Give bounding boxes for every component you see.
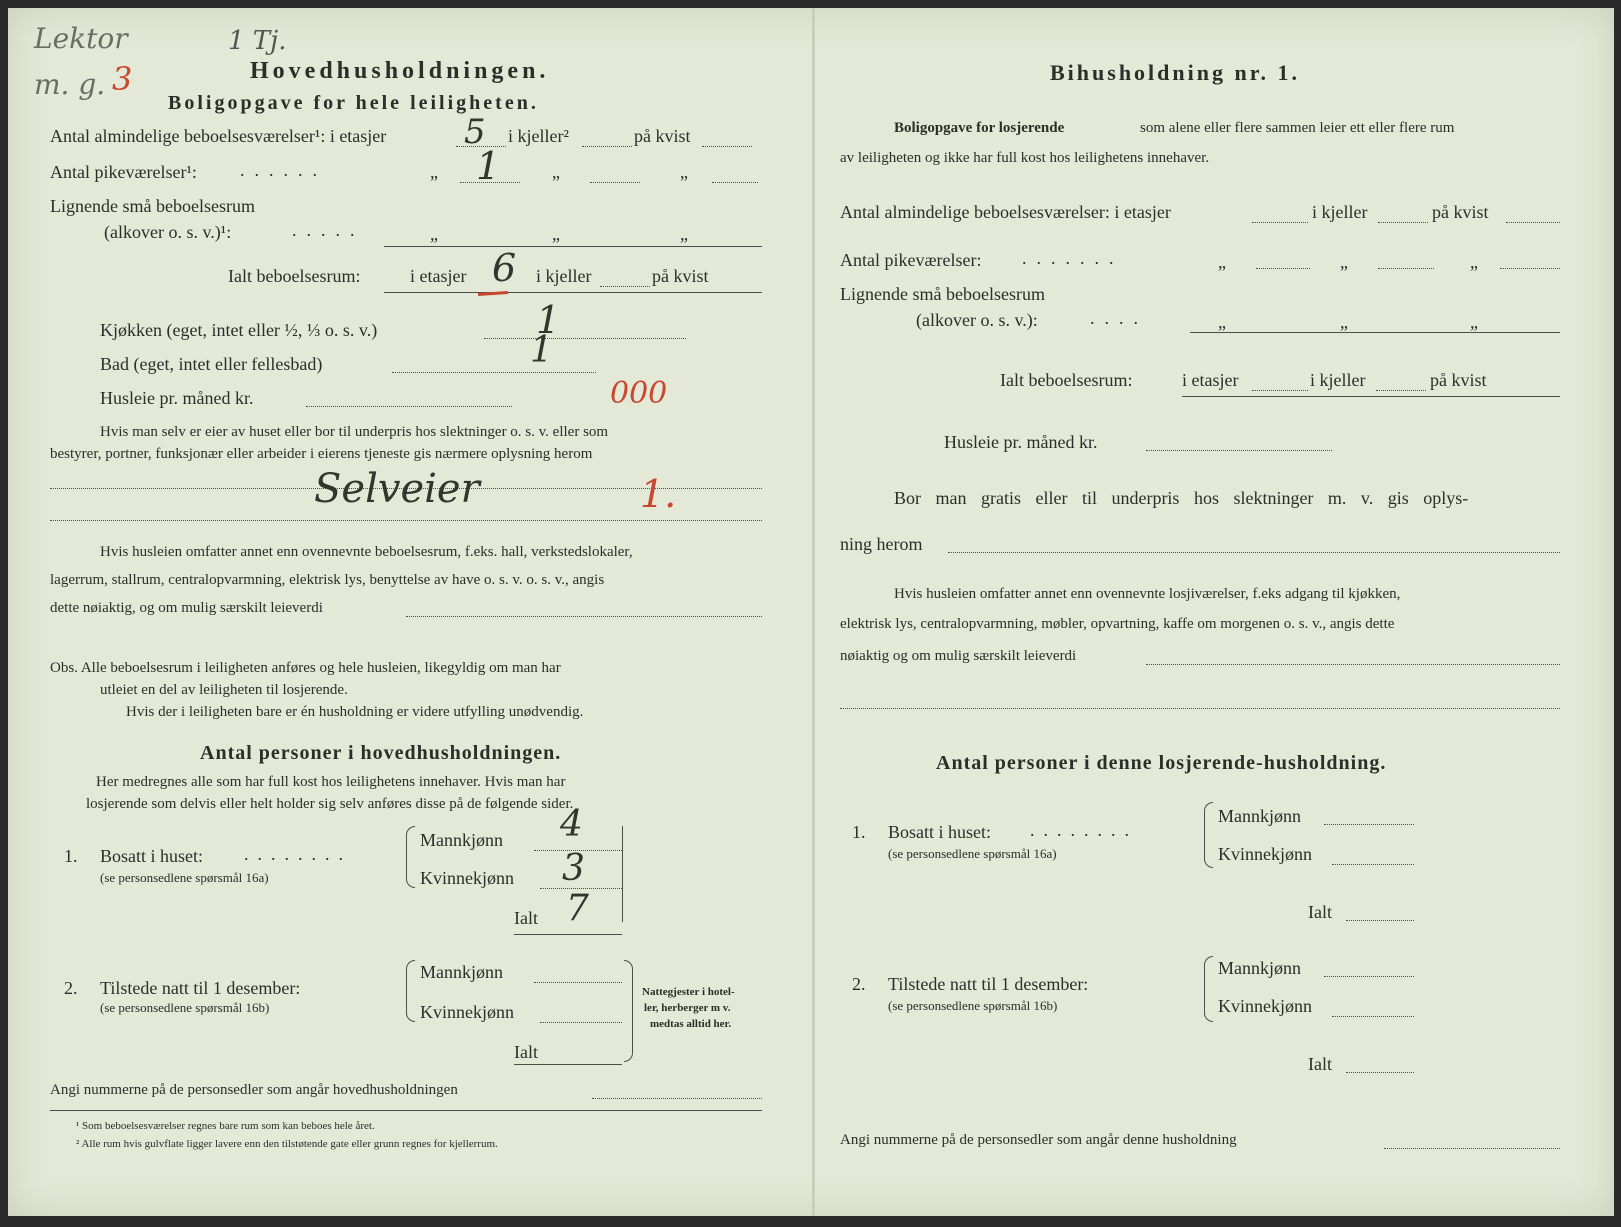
q1-mann-value: 4	[560, 804, 583, 845]
r-ialt-kvist-label: på kvist	[1430, 370, 1487, 390]
r-pike-ditto-2: „	[1340, 252, 1348, 272]
q1-ialt-value: 7	[566, 888, 589, 929]
pike-leader-dots: ......	[240, 160, 327, 180]
r-rooms-kjeller-label: i kjeller	[1312, 202, 1368, 222]
r-pike-ditto-3: „	[1470, 252, 1478, 272]
q1-mann-label: Mannkjønn	[420, 830, 503, 850]
r-smaa-ditto-2: „	[1340, 312, 1348, 332]
left-subtitle: Boligopgave for hele leiligheten.	[168, 92, 539, 114]
r-pike-ditto-1: „	[1218, 252, 1226, 272]
omfatter-text-2: lagerrum, stallrum, centralopvarmning, elektrisk lys, benyttelse av have o. s. v. o. s. v., angis	[50, 572, 605, 588]
eier-text-2: bestyrer, portner, funksjonær eller arbeider i eierens tjeneste gis nærmere oplysning herom	[50, 446, 593, 462]
r-gratis-field[interactable]	[948, 552, 1560, 553]
r-smaa-underline	[1190, 332, 1560, 333]
eier-mark: 1.	[640, 472, 677, 516]
q1-ialt-label: Ialt	[514, 908, 538, 928]
eier-value: Selveier	[314, 466, 480, 512]
husleie-field[interactable]	[306, 406, 512, 407]
rooms-kvist-label: på kvist	[634, 126, 691, 146]
margin-note-mg: m. g.	[34, 68, 106, 101]
margin-note-number: 3	[112, 60, 133, 98]
r-pike-kjeller-field[interactable]	[1378, 268, 1434, 269]
husleie-value: 000	[610, 376, 668, 411]
r-q2-ialt-label: Ialt	[1308, 1054, 1332, 1074]
r-ialt-underline	[1182, 396, 1560, 397]
r-gratis-2: ning herom	[840, 534, 923, 554]
rooms-kjeller-field[interactable]	[582, 146, 632, 147]
persons-title: Antal personer i hovedhusholdningen.	[200, 742, 562, 764]
eier-field-line-2[interactable]	[50, 520, 762, 521]
right-title: Bihusholdning nr. 1.	[1050, 60, 1300, 85]
r-q2-brace	[1204, 956, 1213, 1022]
bad-label: Bad (eget, intet eller fellesbad)	[100, 354, 323, 374]
q2-kvinne-field[interactable]	[540, 1022, 622, 1023]
r-angi-field[interactable]	[1384, 1148, 1560, 1149]
r-q2-sub: (se personsedlene spørsmål 16b)	[888, 998, 1058, 1013]
pike-kvist-field[interactable]	[712, 182, 758, 183]
q1-label: Bosatt i huset:	[100, 846, 203, 866]
r-q1-label: Bosatt i huset:	[888, 822, 991, 842]
q2-mann-field[interactable]	[534, 982, 622, 983]
persons-text-1: Her medregnes alle som har full kost hos leilighetens innehaver. Hvis man har	[96, 774, 566, 790]
r-q1-ialt-label: Ialt	[1308, 902, 1332, 922]
r-q1-leader-dots: ........	[1030, 820, 1138, 840]
kjokken-field[interactable]	[484, 338, 686, 339]
pike-ditto-3: „	[680, 162, 688, 182]
ialt-etasjer-value: 6	[492, 246, 517, 290]
omfatter-text-1: Hvis husleien omfatter annet enn ovennevnte beboelsesrum, f.eks. hall, verkstedslokaler,	[100, 544, 633, 560]
r-q2-kvinne-field[interactable]	[1332, 1016, 1414, 1017]
q2-ialt-underline	[514, 1064, 622, 1065]
r-smaa-label-1: Lignende små beboelsesrum	[840, 284, 1045, 304]
intro-text-2: av leiligheten og ikke har full kost hos leilighetens innehaver.	[840, 150, 1210, 166]
r-omfatter-1: Hvis husleien omfatter annet enn ovennevnte losjiværelser, f.eks adgang til kjøkken,	[894, 586, 1401, 602]
ialt-kvist-label: på kvist	[652, 266, 709, 286]
r-q1-ialt-field[interactable]	[1346, 920, 1414, 921]
r-ialt-etasjer-field[interactable]	[1252, 390, 1308, 391]
eier-text-1: Hvis man selv er eier av huset eller bor til underpris hos slektninger o. s. v. eller som	[100, 424, 609, 440]
r-q1-number: 1.	[852, 822, 866, 842]
page-fold	[812, 8, 815, 1216]
r-husleie-field[interactable]	[1146, 450, 1332, 451]
margin-note-tj: 1 Tj.	[228, 26, 287, 56]
r-q2-number: 2.	[852, 974, 866, 994]
q2-kvinne-label: Kvinnekjønn	[420, 1002, 514, 1022]
footnote-1: ¹ Som beboelsesværelser regnes bare rum som kan beboes hele året.	[76, 1120, 375, 1132]
r-ialt-kjeller-label: i kjeller	[1310, 370, 1366, 390]
r-rooms-kvist-field[interactable]	[1506, 222, 1560, 223]
angi-text: Angi nummerne på de personsedler som angår hovedhusholdningen	[50, 1082, 458, 1098]
intro-text-1: som alene eller flere sammen leier ett eller flere rum	[1140, 120, 1455, 136]
q2-right-brace	[624, 960, 633, 1062]
nattegjester-3: medtas alltid her.	[650, 1018, 732, 1030]
rooms-label: Antal almindelige beboelsesværelser¹: i etasjer	[50, 126, 387, 146]
r-pike-leader-dots: .......	[1022, 248, 1124, 268]
husleie-label: Husleie pr. måned kr.	[100, 388, 254, 408]
smaa-ditto-2: „	[552, 224, 560, 244]
smaa-label-2: (alkover o. s. v.)¹:	[104, 222, 232, 242]
smaa-ditto-3: „	[680, 224, 688, 244]
smaa-underline	[384, 246, 762, 247]
margin-note-lektor: Lektor	[34, 22, 128, 55]
smaa-ditto-1: „	[430, 224, 438, 244]
r-omfatter-3: nøiaktig og om mulig særskilt leieverdi	[840, 648, 1077, 664]
r-q1-sub: (se personsedlene spørsmål 16a)	[888, 846, 1057, 861]
ialt-underline	[384, 292, 762, 293]
q1-ialt-underline	[514, 934, 622, 935]
q1-sub: (se personsedlene spørsmål 16a)	[100, 870, 269, 885]
angi-field[interactable]	[592, 1098, 762, 1099]
omfatter-field[interactable]	[406, 616, 762, 617]
r-q2-label: Tilstede natt til 1 desember:	[888, 974, 1089, 994]
r-q1-kvinne-field[interactable]	[1332, 864, 1414, 865]
footnote-separator	[50, 1110, 762, 1111]
obs-text-3: Hvis der i leiligheten bare er én husholdning er videre utfylling unødvendig.	[126, 704, 584, 720]
r-smaa-leader-dots: ....	[1090, 308, 1148, 328]
nattegjester-2: ler, herberger m v.	[644, 1002, 731, 1014]
q1-kvinne-value: 3	[562, 848, 585, 889]
r-rooms-etasjer-field[interactable]	[1252, 222, 1308, 223]
pike-ditto-2: „	[552, 162, 560, 182]
kjokken-label: Kjøkken (eget, intet eller ½, ⅓ o. s. v.)	[100, 320, 378, 340]
r-pike-kvist-field[interactable]	[1500, 268, 1560, 269]
r-pike-label: Antal pikeværelser:	[840, 250, 982, 270]
r-q1-kvinne-label: Kvinnekjønn	[1218, 844, 1312, 864]
r-omfatter-field-2[interactable]	[840, 708, 1560, 709]
q1-number: 1.	[64, 846, 78, 866]
rooms-etasjer-value: 5	[464, 112, 486, 152]
r-smaa-ditto-1: „	[1218, 312, 1226, 332]
pike-ditto-1: „	[430, 162, 438, 182]
q2-mann-label: Mannkjønn	[420, 962, 503, 982]
r-ialt-etasjer-label: i etasjer	[1182, 370, 1239, 390]
q2-number: 2.	[64, 978, 78, 998]
r-q2-mann-field[interactable]	[1324, 976, 1414, 977]
r-ialt-kjeller-field[interactable]	[1376, 390, 1426, 391]
r-husleie-label: Husleie pr. måned kr.	[944, 432, 1098, 452]
q2-brace	[406, 960, 415, 1022]
q1-brace	[406, 826, 415, 888]
r-persons-title: Antal personer i denne losjerende-husholdning.	[936, 752, 1387, 774]
q1-kvinne-label: Kvinnekjønn	[420, 868, 514, 888]
nattegjester-1: Nattegjester i hotel-	[642, 986, 735, 998]
r-ialt-label: Ialt beboelsesrum:	[1000, 370, 1133, 390]
r-gratis-1: Bor man gratis eller til underpris hos slektninger m. v. gis oplys-	[894, 488, 1469, 508]
r-q1-mann-label: Mannkjønn	[1218, 806, 1301, 826]
r-rooms-kjeller-field[interactable]	[1378, 222, 1428, 223]
ialt-label: Ialt beboelsesrum:	[228, 266, 361, 286]
omfatter-text-3: dette nøiaktig, og om mulig særskilt leieverdi	[50, 600, 323, 616]
smaa-label-1: Lignende små beboelsesrum	[50, 196, 255, 216]
r-q2-mann-label: Mannkjønn	[1218, 958, 1301, 978]
rooms-kjeller-label: i kjeller²	[508, 126, 569, 146]
obs-text-2: utleiet en del av leiligheten til losjerende.	[100, 682, 348, 698]
bad-value: 1	[530, 330, 553, 371]
r-smaa-ditto-3: „	[1470, 312, 1478, 332]
ialt-kjeller-field[interactable]	[600, 286, 650, 287]
r-pike-etasjer-field[interactable]	[1256, 268, 1310, 269]
pike-kjeller-field[interactable]	[590, 182, 640, 183]
r-omfatter-2: elektrisk lys, centralopvarmning, møbler, opvartning, kaffe om morgenen o. s. v., angis dette	[840, 616, 1395, 632]
r-angi-text: Angi nummerne på de personsedler som angår denne husholdning	[840, 1132, 1237, 1148]
persons-text-2: losjerende som delvis eller helt holder sig selv anføres disse på de følgende sider.	[86, 796, 574, 812]
r-smaa-label-2: (alkover o. s. v.):	[916, 310, 1038, 330]
r-q1-brace	[1204, 802, 1213, 868]
pike-value: 1	[476, 144, 501, 188]
kjokken-value: 1	[536, 298, 561, 342]
r-q1-mann-field[interactable]	[1324, 824, 1414, 825]
pike-label: Antal pikeværelser¹:	[50, 162, 197, 182]
q2-sub: (se personsedlene spørsmål 16b)	[100, 1000, 270, 1015]
rooms-kvist-field[interactable]	[702, 146, 752, 147]
r-omfatter-field[interactable]	[1146, 664, 1560, 665]
r-q2-ialt-field[interactable]	[1346, 1072, 1414, 1073]
ialt-etasjer-label: i etasjer	[410, 266, 467, 286]
q1-leader-dots: ........	[244, 844, 352, 864]
r-q2-kvinne-label: Kvinnekjønn	[1218, 996, 1312, 1016]
bad-field[interactable]	[392, 372, 596, 373]
left-title: Hovedhusholdningen.	[250, 58, 550, 84]
obs-text-1: Obs. Alle beboelsesrum i leiligheten anføres og hele husleien, likegyldig om man har	[50, 660, 561, 676]
footnote-2: ² Alle rum hvis gulvflate ligger lavere enn den tilstøtende gate eller grunn regnes for kjellerrum.	[76, 1138, 498, 1150]
r-rooms-kvist-label: på kvist	[1432, 202, 1489, 222]
q2-ialt-label: Ialt	[514, 1042, 538, 1062]
r-rooms-label: Antal almindelige beboelsesværelser: i etasjer	[840, 202, 1171, 222]
q1-vertical-rule	[622, 826, 623, 922]
ialt-kjeller-label: i kjeller	[536, 266, 592, 286]
smaa-leader-dots: .....	[292, 220, 365, 240]
intro-bold: Boligopgave for losjerende	[894, 120, 1065, 136]
q2-label: Tilstede natt til 1 desember:	[100, 978, 301, 998]
